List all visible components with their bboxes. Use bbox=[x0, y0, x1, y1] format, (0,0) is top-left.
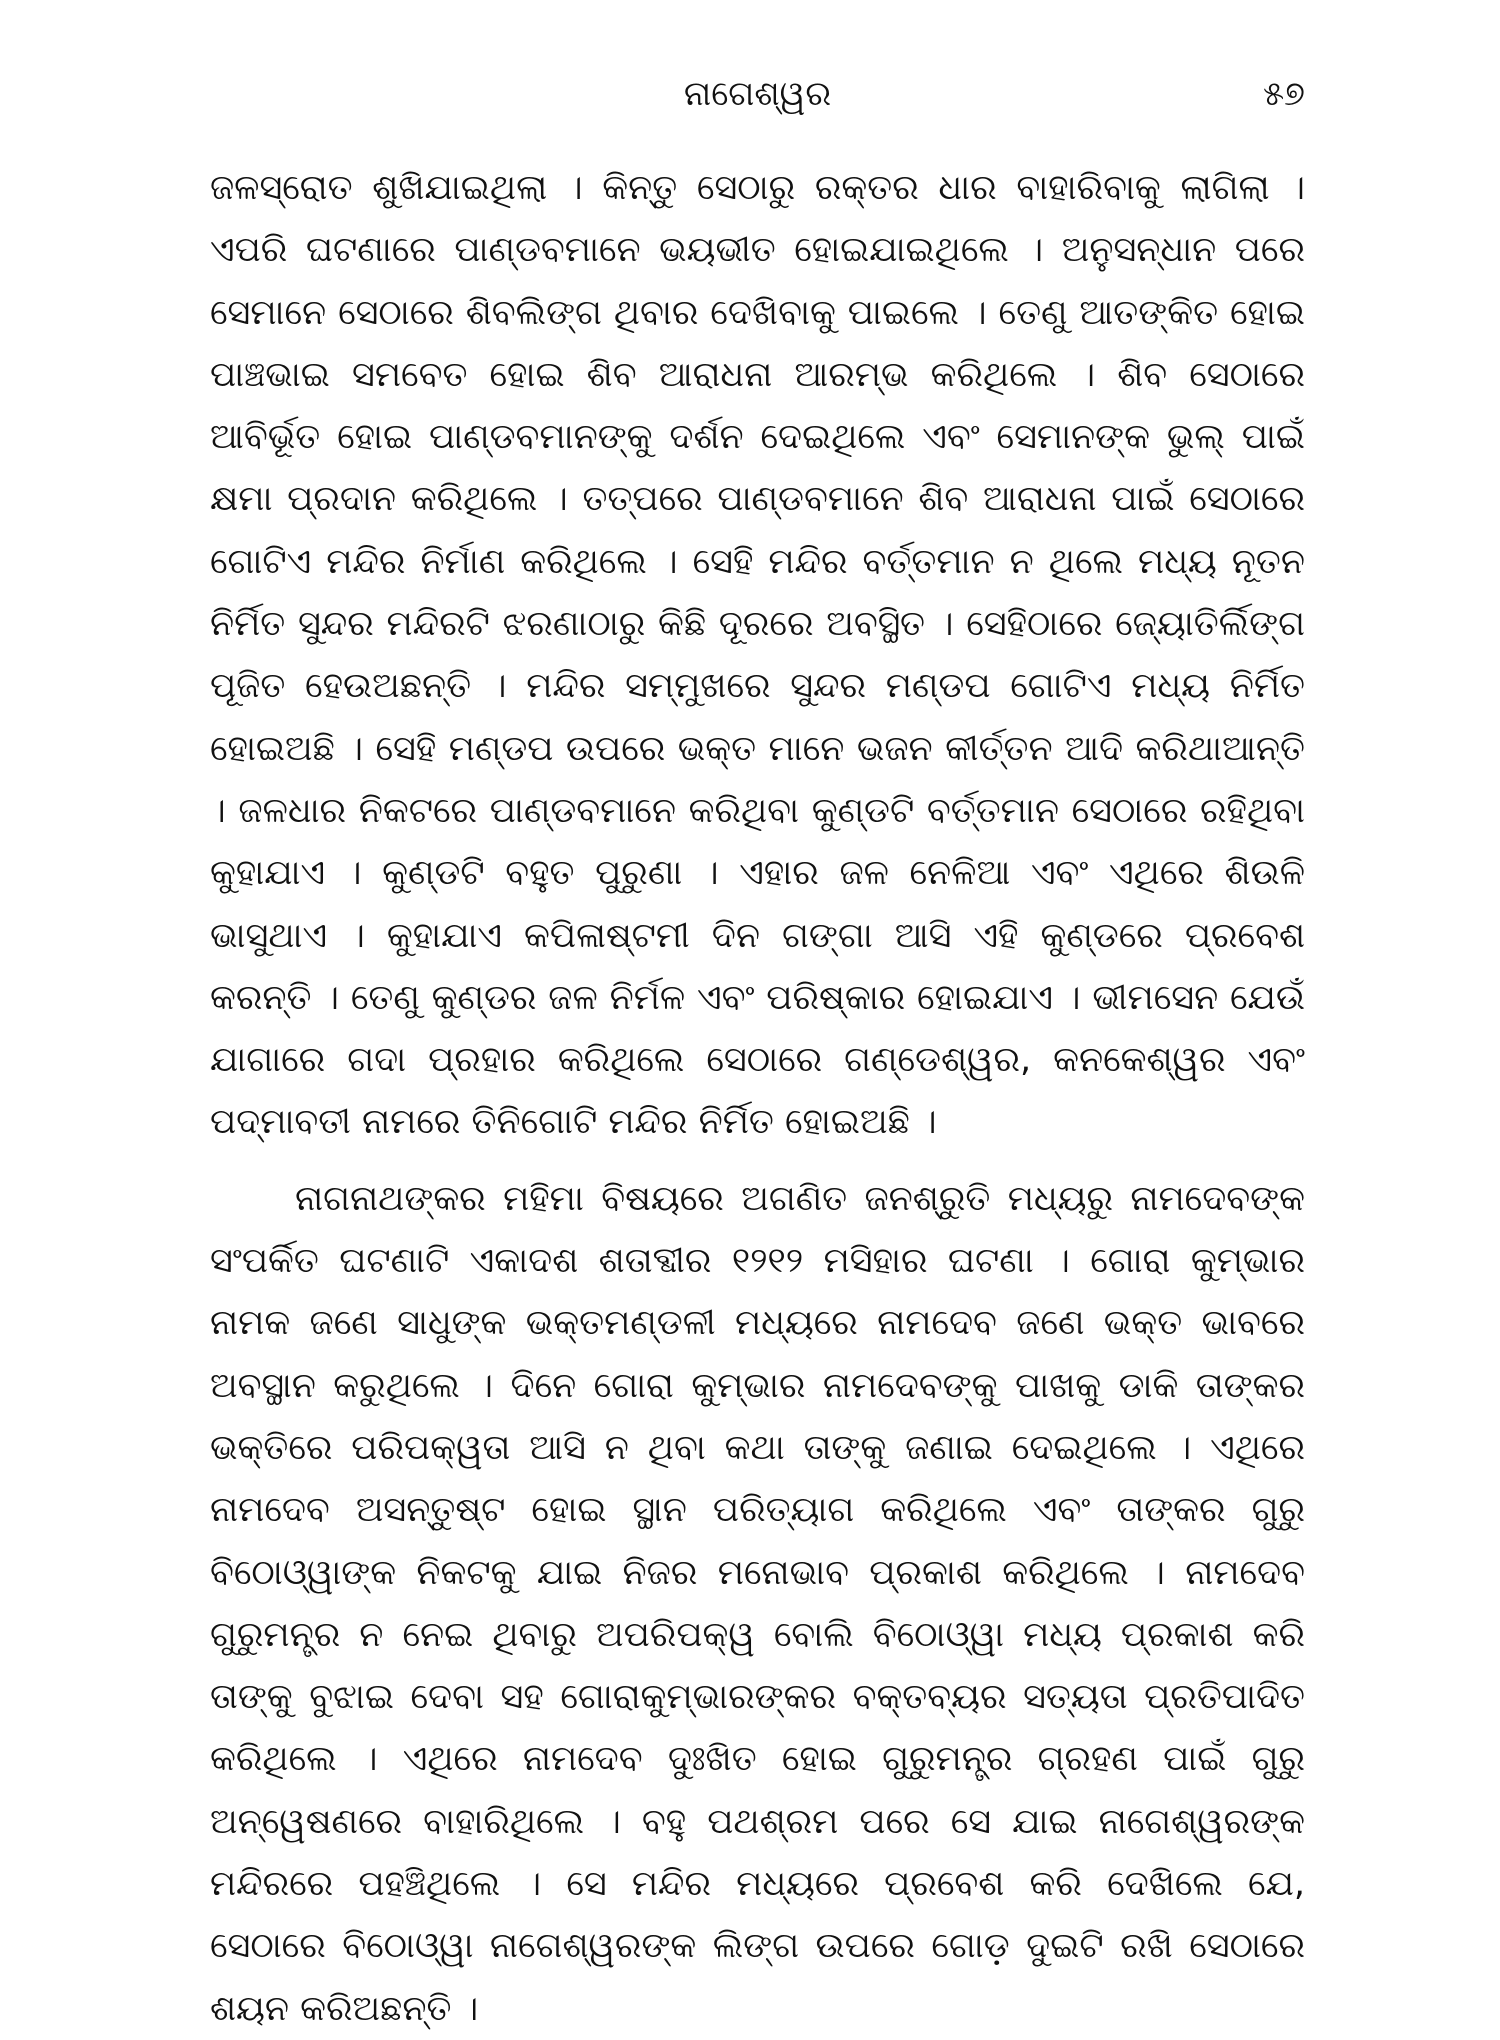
body-text bbox=[210, 157, 1305, 2040]
paragraph-1: ଜଳସ୍ରୋତ ଶୁଖିଯାଇଥିଲା । କିନ୍ତୁ ସେଠାରୁ ରକ୍ତର ଧାର ବାହାରିବାକୁ ଲାଗିଲା । ଏପରି ଘଟଣାରେ ପାଣ୍ଡବମାନେ ଭୟଭୀତ ହୋଇଯାଇଥିଲେ । ଅନୁସନ୍ଧାନ ପରେ ସେମାନେ ସେଠାରେ ଶିବଲିଙ୍ଗ ଥିବାର ଦେଖିବାକୁ ପାଇଲେ । ତେଣୁ ଆତଙ୍କିତ ହୋଇ ପାଞ୍ଚଭାଇ ସମବେତ ହୋଇ ଶିବ ଆରାଧନା ଆରମ୍ଭ କରିଥିଲେ । ଶିବ ସେଠାରେ ଆବିର୍ଭୂତ ହୋଇ ପାଣ୍ଡବମାନଙ୍କୁ ଦର୍ଶନ ଦେଇଥିଲେ ଏବଂ ସେମାନଙ୍କ ଭୁଲ୍ ପାଇଁ କ୍ଷମା ପ୍ରଦାନ କରିଥିଲେ । ତତ୍ପରେ ପାଣ୍ଡବମାନେ ଶିବ ଆରାଧନା ପାଇଁ ସେଠାରେ ଗୋଟିଏ ମନ୍ଦିର ନିର୍ମାଣ କରିଥିଲେ । ସେହି ମନ୍ଦିର ବର୍ତ୍ତମାନ ନ ଥିଲେ ମଧ୍ୟ ନୂତନ ନିର୍ମିତ ସୁନ୍ଦର ମନ୍ଦିରଟି ଝରଣାଠାରୁ କିଛି ଦୂରରେ ଅବସ୍ଥିତ । ସେହିଠାରେ ଜ୍ୟୋତିର୍ଲିଙ୍ଗ ପୂଜିତ ହେଉଅଛନ୍ତି । ମନ୍ଦିର ସମ୍ମୁଖରେ ସୁନ୍ଦର ମଣ୍ଡପ ଗୋଟିଏ ମଧ୍ୟ ନିର୍ମିତ ହୋଇଅଛି । ସେହି ମଣ୍ଡପ ଉପରେ ଭକ୍ତ ମାନେ ଭଜନ କୀର୍ତ୍ତନ ଆଦି କରିଥାଆନ୍ତି । ଜଳଧାର ନିକଟରେ ପାଣ୍ଡବମାନେ କରିଥିବା କୁଣ୍ଡଟି ବର୍ତ୍ତମାନ ସେଠାରେ ରହିଥିବା କୁହାଯାଏ । କୁଣ୍ଡଟି ବହୁତ ପୁରୁଣା । ଏହାର ଜଳ ନେଳିଆ ଏବଂ ଏଥିରେ ଶିଉଳି ଭାସୁଥାଏ । କୁହାଯାଏ କପିଳାଷ୍ଟମୀ ଦିନ ଗଙ୍ଗା ଆସି ଏହି କୁଣ୍ଡରେ ପ୍ରବେଶ କରନ୍ତି । ତେଣୁ କୁଣ୍ଡର ଜଳ ନିର୍ମଳ ଏବଂ ପରିଷ୍କାର ହୋଇଯାଏ । ଭୀମସେନ ଯେଉଁ ଯାଗାରେ ଗଦା ପ୍ରହାର କରିଥିଲେ ସେଠାରେ ଗଣ୍ଡେଶ୍ୱର, କନକେଶ୍ୱର ଏବଂ ପଦ୍ମାବତୀ ନାମରେ ତିନିଗୋଟି ମନ୍ଦିର ନିର୍ମିତ ହୋଇଅଛି । bbox=[210, 168, 1305, 1143]
chapter-title: ନାଗେଶ୍ୱର bbox=[683, 74, 832, 114]
page-number: ୫୭ bbox=[1262, 74, 1305, 114]
running-head bbox=[210, 64, 1305, 124]
paragraph-2: ନାଗନାଥଙ୍କର ମହିମା ବିଷୟରେ ଅଗଣିତ ଜନଶ୍ରୁତି ମଧ୍ୟରୁ ନାମଦେବଙ୍କ ସଂପର୍କିତ ଘଟଣାଟି ଏକାଦଶ ଶତାବ୍ଦୀର ୧୨୧୨ ମସିହାର ଘଟଣା । ଗୋରା କୁମ୍ଭାର ନାମକ ଜଣେ ସାଧୁଙ୍କ ଭକ୍ତମଣ୍ଡଳୀ ମଧ୍ୟରେ ନାମଦେବ ଜଣେ ଭକ୍ତ ଭାବରେ ଅବସ୍ଥାନ କରୁଥିଲେ । ଦିନେ ଗୋରା କୁମ୍ଭାର ନାମଦେବଙ୍କୁ ପାଖକୁ ଡାକି ତାଙ୍କର ଭକ୍ତିରେ ପରିପକ୍ୱତା ଆସି ନ ଥିବା କଥା ତାଙ୍କୁ ଜଣାଇ ଦେଇଥିଲେ । ଏଥିରେ ନାମଦେବ ଅସନ୍ତୁଷ୍ଟ ହୋଇ ସ୍ଥାନ ପରିତ୍ୟାଗ କରିଥିଲେ ଏବଂ ତାଙ୍କର ଗୁରୁ ବିଠୋଓ୍ୱାଙ୍କ ନିକଟକୁ ଯାଇ ନିଜର ମନୋଭାବ ପ୍ରକାଶ କରିଥିଲେ । ନାମଦେବ ଗୁରୁମନ୍ତ୍ର ନ ନେଇ ଥିବାରୁ ଅପରିପକ୍ୱ ବୋଲି ବିଠୋଓ୍ୱା ମଧ୍ୟ ପ୍ରକାଶ କରି ତାଙ୍କୁ ବୁଝାଇ ଦେବା ସହ ଗୋରାକୁମ୍ଭାରଙ୍କର ବକ୍ତବ୍ୟର ସତ୍ୟତା ପ୍ରତିପାଦିତ କରିଥିଲେ । ଏଥିରେ ନାମଦେବ ଦୁଃଖିତ ହୋଇ ଗୁରୁମନ୍ତ୍ର ଗ୍ରହଣ ପାଇଁ ଗୁରୁ ଅନ୍ୱେଷଣରେ ବାହାରିଥିଲେ । ବହୁ ପଥଶ୍ରମ ପରେ ସେ ଯାଇ ନାଗେଶ୍ୱରଙ୍କ ମନ୍ଦିରରେ ପହଞ୍ଚିଥିଲେ । ସେ ମନ୍ଦିର ମଧ୍ୟରେ ପ୍ରବେଶ କରି ଦେଖିଲେ ଯେ, ସେଠାରେ ବିଠୋଓ୍ୱା ନାଗେଶ୍ୱରଙ୍କ ଲିଙ୍ଗ ଉପରେ ଗୋଡ଼ ଦୁଇଟି ରଖି ସେଠାରେ ଶୟନ କରିଅଛନ୍ତି । bbox=[210, 1178, 1305, 2029]
